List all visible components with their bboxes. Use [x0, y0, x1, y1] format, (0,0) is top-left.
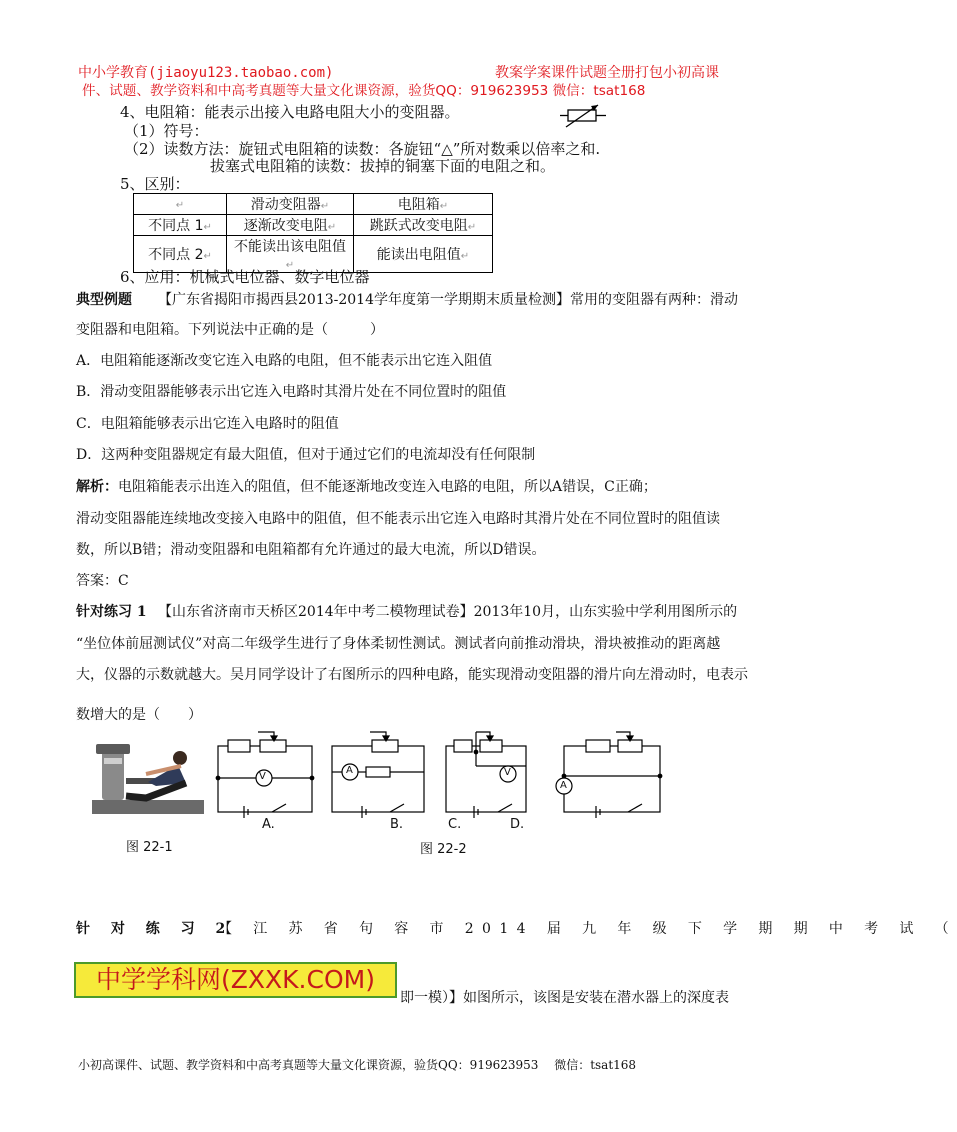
table-header-cell: 滑动变阻器↵: [227, 194, 354, 215]
item5-text: 5、区别：: [120, 175, 190, 193]
practice1-line-1: 【山东省济南市天桥区2014年中考二模物理试卷】2013年10月，山东实验中学利用图所示的: [158, 604, 738, 620]
table-cell: 不同点 2↵: [134, 236, 227, 273]
reading-method-2: 拔塞式电阻箱的读数：拔掉的铜塞下面的电阻之和。: [210, 157, 556, 175]
table-cell: 跳跃式改变电阻↵: [354, 215, 493, 236]
option-c: C．电阻箱能够表示出它连入电路时的阻值: [76, 416, 339, 432]
header-line2: 件、试题、教学资料和中高考真题等大量文化课资源，验货QQ：919623953 微信：tsat168: [82, 83, 646, 99]
symbol-label: （1）符号：: [124, 122, 209, 140]
figure-22-2-caption: 图 22-2: [420, 842, 467, 857]
analysis-label: 解析：: [76, 479, 118, 495]
figure-22-1-caption: 图 22-1: [126, 840, 173, 855]
ammeter-icon: A: [346, 765, 353, 776]
item6-text: 6、应用：机械式电位器、数字电位器: [120, 268, 370, 286]
practice1-line-2: “坐位体前屈测试仪”对高二年级学生进行了身体柔韧性测试。测试者向前推动滑块，滑块被推动的距离越: [76, 636, 721, 652]
table-cell: 逐渐改变电阻↵: [227, 215, 354, 236]
practice1-label: 针对练习 1: [76, 604, 147, 620]
circuit-diagrams: [214, 732, 664, 822]
practice2-line-2: 即一模）】如图所示，该图是安装在潜水器上的深度表: [400, 990, 729, 1006]
circuit-c: [446, 732, 526, 818]
example-label: 典型例题: [76, 292, 132, 308]
practice2-line-1: 【 江 苏 省 句 容 市 2014 届 九 年 级 下 学 期 期 中 考 试 （: [218, 921, 957, 937]
ammeter-icon: A: [560, 780, 567, 791]
voltmeter-icon: V: [259, 771, 266, 782]
zxxk-banner-logo: 中学学科网(ZXXK.COM): [74, 962, 397, 998]
practice1-line-3: 大，仪器的示数就越大。吴月同学设计了右图所示的四种电路，能实现滑动变阻器的滑片向左滑动时，电表示: [76, 667, 748, 683]
table-header-row: [134, 194, 493, 215]
sit-and-reach-photo: [86, 738, 206, 820]
table-cell: 能读出电阻值↵: [354, 236, 493, 273]
analysis-line-3: 数，所以B错；滑动变阻器和电阻箱都有允许通过的最大电流，所以D错误。: [76, 542, 546, 558]
table-header-cell: 电阻箱↵: [354, 194, 493, 215]
table-cell: 不能读出该电阻值↵: [227, 236, 354, 273]
table-cell: 不同点 1↵: [134, 215, 227, 236]
comparison-table: [133, 193, 493, 273]
practice2-label: 针 对 练 习 2: [76, 921, 234, 937]
header-left: 中小学教育(jiaoyu123.taobao.com): [78, 65, 334, 81]
header-right: 教案学案课件试题全册打包小初高课: [495, 65, 719, 81]
circuit-label-c: C.: [448, 817, 462, 832]
circuit-label-a: A.: [262, 817, 275, 832]
circuit-label-b: B.: [390, 817, 404, 832]
item4-text: 4、电阻箱：能表示出接入电路电阻大小的变阻器。: [120, 103, 460, 121]
circuit-label-d: D.: [510, 817, 525, 832]
reading-method-1: （2）读数方法：旋钮式电阻箱的读数：各旋钮“△”所对数乘以倍率之和.: [124, 140, 601, 158]
option-a: A．电阻箱能逐渐改变它连入电路的电阻，但不能表示出它连入阻值: [76, 353, 493, 369]
table-header-cell: ↵: [134, 194, 227, 215]
example-stem-2: 变阻器和电阻箱。下列说法中正确的是（ ）: [76, 322, 384, 338]
analysis-line-2: 滑动变阻器能连续地改变接入电路中的阻值，但不能表示出它连入电路时其滑片处在不同位置时的阻值读: [76, 511, 720, 527]
footer-text: 小初高课件、试题、教学资料和中高考真题等大量文化课资源，验货QQ：919623953 微信：tsat168: [78, 1058, 637, 1072]
voltmeter-icon: V: [504, 767, 511, 778]
practice1-line-4: 数增大的是（ ）: [76, 707, 202, 723]
analysis-line-1: 电阻箱能表示出连入的阻值，但不能逐渐地改变连入电路的电阻，所以A错误，C正确；: [118, 479, 657, 495]
option-d: D．这两种变阻器规定有最大阻值，但对于通过它们的电流却没有任何限制: [76, 447, 536, 463]
answer-text: 答案：C: [76, 573, 129, 589]
table-row: [134, 215, 493, 236]
example-stem-1: 【广东省揭阳市揭西县2013-2014学年度第一学期期末质量检测】常用的变阻器有两种：滑动: [158, 292, 738, 308]
option-b: B．滑动变阻器能够表示出它连入电路时其滑片处在不同位置时的阻值: [76, 384, 507, 400]
resistance-box-symbol-icon: [560, 103, 608, 129]
circuit-d: [556, 732, 662, 818]
